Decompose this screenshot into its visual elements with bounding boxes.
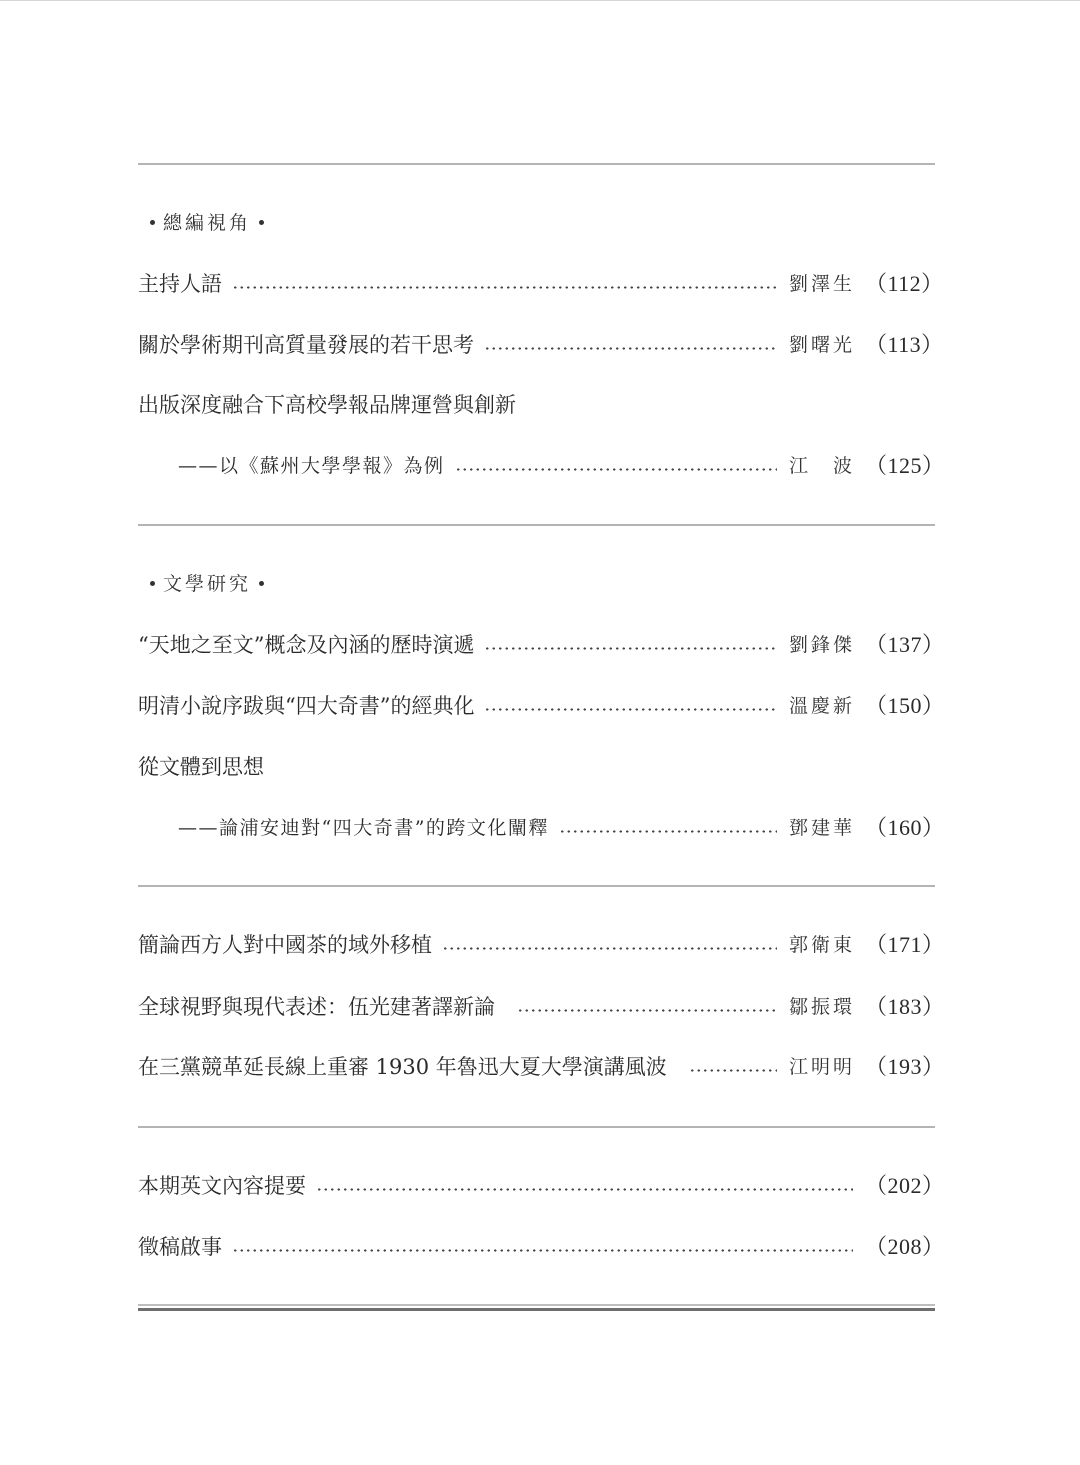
bullet-icon — [259, 220, 264, 225]
divider-rule — [138, 885, 935, 887]
toc-entry-subtitle-line[interactable] — [138, 813, 945, 843]
entry-author: 溫慶新 — [789, 695, 856, 717]
dot-leader — [442, 930, 777, 960]
toc-entry-title-line[interactable] — [138, 752, 935, 782]
dot-leader — [232, 1232, 853, 1262]
dot-leader — [484, 630, 777, 660]
dot-leader — [316, 1171, 853, 1201]
section-heading-text: 總編視角 — [163, 212, 252, 234]
bullet-icon — [259, 581, 264, 586]
toc-entry-subtitle-line[interactable] — [138, 451, 945, 481]
entry-author: 江 波 — [789, 455, 856, 477]
entry-page-number: （193） — [865, 1054, 945, 1079]
entry-page-number: （113） — [865, 332, 944, 357]
entry-author: 劉澤生 — [789, 273, 856, 295]
entry-page-number: （160） — [865, 815, 945, 840]
entry-title: 主持人語 — [138, 272, 222, 296]
toc-entry-title-line[interactable] — [138, 390, 935, 420]
entry-title: 全球視野與現代表述：伍光建著譯新論 — [138, 995, 495, 1019]
entry-author: 劉鋒傑 — [789, 634, 856, 656]
divider-rule — [138, 1126, 935, 1128]
dot-leader — [484, 691, 777, 721]
entry-author: 鄧建華 — [789, 817, 856, 839]
toc-entry[interactable] — [138, 1052, 945, 1082]
entry-subtitle: ——論浦安迪對“四大奇書”的跨文化闡釋 — [178, 817, 549, 839]
toc-entry[interactable] — [138, 1232, 945, 1262]
entry-page-number: （202） — [865, 1173, 945, 1198]
entry-subtitle: ——以《蘇州大學學報》為例 — [178, 455, 445, 477]
entry-page-number: （150） — [865, 693, 945, 718]
entry-author: 劉曙光 — [789, 334, 856, 356]
divider-rule — [138, 524, 935, 526]
double-rule-thick-line — [138, 1308, 935, 1311]
dot-leader — [484, 330, 777, 360]
entry-page-number: （208） — [865, 1234, 945, 1259]
dot-leader — [689, 1052, 777, 1082]
toc-entry[interactable] — [138, 992, 945, 1022]
toc-entry[interactable] — [138, 630, 945, 660]
entry-title: 關於學術期刊高質量發展的若干思考 — [138, 333, 474, 357]
toc-entry[interactable] — [138, 930, 945, 960]
closing-double-rule — [138, 1304, 935, 1311]
entry-title: 本期英文內容提要 — [138, 1174, 306, 1198]
bullet-icon — [150, 220, 155, 225]
entry-author: 江明明 — [789, 1056, 856, 1078]
entry-title: 從文體到思想 — [138, 755, 264, 779]
entry-page-number: （137） — [865, 632, 945, 657]
page-top-edge — [0, 0, 1080, 1]
entry-title: 簡論西方人對中國茶的域外移植 — [138, 933, 432, 957]
entry-page-number: （183） — [865, 994, 945, 1019]
entry-page-number: （112） — [865, 271, 944, 296]
toc-entry[interactable] — [138, 691, 945, 721]
toc-entry[interactable] — [138, 269, 944, 299]
entry-author: 郭衛東 — [789, 934, 856, 956]
entry-page-number: （125） — [865, 453, 945, 478]
section-heading-literary-studies — [142, 569, 272, 599]
dot-leader — [232, 269, 777, 299]
section-heading-text: 文學研究 — [163, 573, 252, 595]
dot-leader — [517, 992, 777, 1022]
section-heading-editor-perspective — [142, 208, 272, 238]
double-rule-thin-line — [138, 1304, 935, 1306]
entry-author: 鄒振環 — [789, 996, 856, 1018]
toc-entry[interactable] — [138, 330, 944, 360]
entry-title: 徵稿啟事 — [138, 1235, 222, 1259]
divider-rule — [138, 163, 935, 165]
entry-page-number: （171） — [865, 932, 945, 957]
toc-entry[interactable] — [138, 1171, 945, 1201]
dot-leader — [455, 451, 777, 481]
entry-title: 在三黨競革延長線上重審 1930 年魯迅大夏大學演講風波 — [138, 1055, 667, 1079]
entry-title: 出版深度融合下高校學報品牌運營與創新 — [138, 393, 516, 417]
dot-leader — [559, 813, 777, 843]
bullet-icon — [150, 581, 155, 586]
entry-title: 明清小說序跋與“四大奇書”的經典化 — [138, 694, 475, 718]
entry-title: “天地之至文”概念及內涵的歷時演遞 — [138, 633, 475, 657]
